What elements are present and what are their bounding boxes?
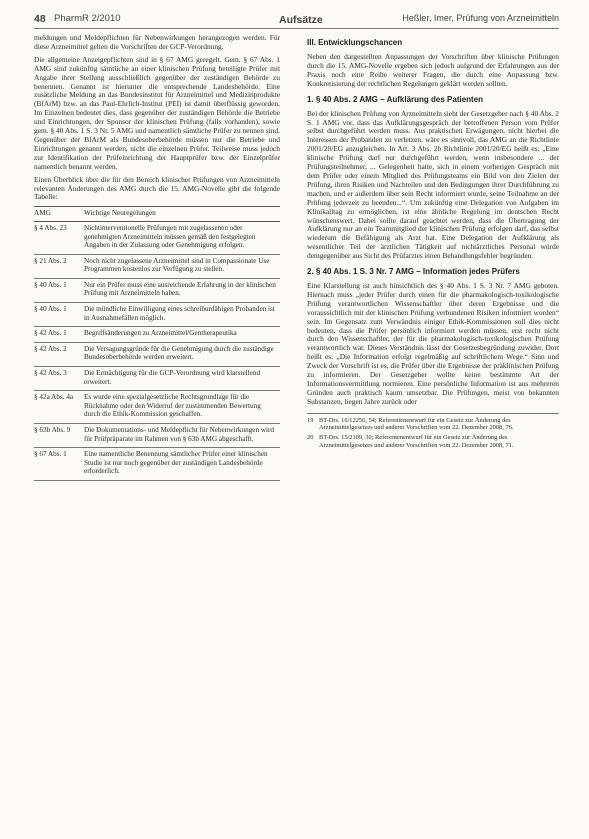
section-heading: 1. § 40 Abs. 2 AMG – Aufklärung des Patienten: [307, 94, 484, 104]
footnote: [307, 417, 559, 432]
table-header-changes: Wichtige Neuregelungen: [84, 207, 280, 222]
table-cell-section: § 40 Abs. 1: [34, 278, 84, 302]
table-row: [34, 221, 280, 254]
table-cell-change: Begriffsänderungen zu Arzneimittel/Gentherapeutika: [84, 327, 280, 343]
footnote: [307, 434, 559, 449]
left-column: [34, 34, 280, 481]
section-title: Aufsätze: [279, 14, 323, 26]
table-cell-section: § 21 Abs. 2: [34, 254, 84, 278]
section-heading: 2. § 40 Abs. 1 S. 3 Nr. 7 AMG – Information jedes Prüfers: [307, 267, 520, 277]
footnote-text: BT-Drs. 16/12256, 54; Referentenentwurf für ein Gesetz zur Änderung des Arzneimittelgesetzes und anderer Vorschriften vom 22. Dezember 2008, 76.: [319, 416, 514, 432]
paragraph: Neben den dargestellten Anpassungen der Vorschriften über klinische Prüfungen durch die 15. AMG-Novelle ergeben sich jedoch aufgrund der Erfahrungen aus der Praxis noch eine Reihe weiterer Fragen, die durch eine Anpassung bzw. Konkretisierung der rechtlichen Regelungen geklärt werden sollten.: [307, 52, 559, 88]
table-cell-change: Eine namentliche Benennung sämtlicher Prüfer einer klinischen Studie ist nur noch gegenüber der zuständigen Landesbehörde erforderlich.: [84, 448, 280, 481]
table-cell-section: § 63b Abs. 9: [34, 424, 84, 448]
footnote-number: 19: [307, 416, 314, 424]
table-cell-section: § 4 Abs. 23: [34, 221, 84, 254]
section-heading: III. Entwicklungschancen: [307, 38, 403, 47]
paragraph: Einen Überblick über die für den Bereich klinischer Prüfungen von Arzneimitteln relevanten Änderungen des AMG durch die 15. AMG-Novelle gibt die folgende Tabelle:: [34, 174, 280, 202]
table-cell-section: § 67 Abs. 1: [34, 448, 84, 481]
table-cell-change: Die mündliche Einwilligung eines schreibunfähigen Probanden ist in Ausnahmefällen möglich.: [84, 303, 280, 327]
table-cell-section: § 42 Abs. 1: [34, 327, 84, 343]
table-cell-change: Die Ermächtigung für die GCP-Verordnung wird klarstellend erweitert.: [84, 367, 280, 391]
running-header: [34, 10, 559, 28]
amg-changes-table: [34, 206, 280, 481]
table-cell-change: Die Dokumentations- und Meldepflicht für Nebenwirkungen wird für Prüfpräparate im Rahmen von § 63b AMG abgeschafft.: [84, 424, 280, 448]
footnote-text: BT-Drs. 15/2109, 30; Referentenentwurf für ein Gesetz zur Änderung des Arzneimittelgesetzes und anderer Vorschriften vom 22. Dezember 2008, 71.: [319, 433, 514, 449]
table-header-amg: AMG: [34, 207, 84, 222]
footnotes: [307, 413, 559, 449]
table-row: [34, 254, 280, 278]
table-row: [34, 303, 280, 327]
table-cell-change: Noch nicht zugelassene Arzneimittel sind in Compassionate Use Programmen kostenlos zur Verfügung zu stellen.: [84, 254, 280, 278]
paragraph: Bei der klinischen Prüfung von Arzneimitteln sieht der Gesetzgeber nach § 40 Abs. 2 S. 1 AMG vor, dass das Aufklärungsgespräch der betroffenen Person vom Prüfer selbst durchgeführt werden muss. Aus praktischen Erwägungen, nicht hierbei die Interessen der Probanden zu verletzen, wäre es sinnvoll, das AMG an die Richtlinie 2001/20/EG anzugleichen. In Art. 3 Abs. 2b Richtlinie 2001/20/EG heißt es: „Eine klinische Prüfung darf nur durchgeführt werden, wenn insbesondere ... der Prüfungsteilnehmer, ... Gelegenheit hatte, sich in einem vorherigen Gespräch mit dem Prüfer oder einem Mitglied des Prüfungsteams ein Bild von den Zielen der Prüfung, ihren Risiken und Nachteilen und den Bedingungen ihrer Durchführung zu machen, und er außerdem über sein Recht informiert wurde, seine Teilnahme an der Prüfung jederzeit zu beenden...“. Um zukünftig eine Delegation von Aufgaben im Klinikalltag zu ermöglichen, ist eine ähnliche Regelung im deutschen Recht wünschenswert. Dabei sollte darauf geachtet werden, dass die Übertragung der Aufklärung nur an ein Teammitglied der klinischen Prüfung erfolgen darf, das selbst wiederum die Befähigung als Arzt hat. Eine Delegation der Aufklärung als wesentlicher Teil der ärztlichen Tätigkeit auf nichtärztliches Personal würde demgegenüber aus Sicht des Prüfarztes einen Behandlungsfehler begründen.: [307, 108, 559, 261]
paragraph: Eine Klarstellung ist auch hinsichtlich des § 40 Abs. 1 S. 3 Nr. 7 AMG geboten. Hiernach muss „jeder Prüfer durch einen für die pharmakologisch-toxikologische Prüfung verantwortlichen Wissenschaftler über deren Ergebnisse und die voraussichtlich mit der klinischen Prüfung verbundenen Risiken informiert worden“ sein. Im Gegensatz zum Verwändnis einiger Ethik-Kommissionen soll dies nicht bedeuten, dass die Prüfer persönlich informiert werden müssen, erst recht nicht durch den Wissenschaftler, der für die pharmakologisch-toxikologischen Prüfung verantwortlich war. Dieses Verständnis lässt der Gesetzesbegründung zuwider. Dort heißt es: „Die Information erfolgt regelmäßig auf schriftlichem Wege.“ Sinn und Zweck der Vorschrift ist es, die Prüfer über die Ergebnisse der präklinischen Prüfung zu informieren. Der Gesetzgeber wollte keine bestimmte Art der Informationsvermittlung normieren. Eine persönliche Information ist aus mehreren Gründen auch praktisch kaum umsetzbar. Die Prüfungen, meist von bekannten Substanzen, liegen Jahre zurück oder: [307, 281, 559, 406]
journal-name: PharmR 2/2010: [54, 13, 121, 24]
table-cell-change: Die Versagungsgründe für die Genehmigung durch die zuständige Bundesoberbehörde werden erweitert.: [84, 342, 280, 366]
table-row: [34, 278, 280, 302]
table-cell-section: § 42 Abs. 3: [34, 367, 84, 391]
table-row: [34, 342, 280, 366]
table-cell-section: § 42a Abs. 4a: [34, 391, 84, 424]
table-cell-section: § 40 Abs. 1: [34, 303, 84, 327]
footnote-number: 20: [307, 433, 314, 441]
table-header-row: [34, 207, 280, 222]
table-row: [34, 367, 280, 391]
right-column: [307, 34, 559, 451]
table-cell-change: Nur ein Prüfer muss eine ausreichende Erfahrung in der klinischen Prüfung mit Arzneimitteln haben.: [84, 278, 280, 302]
table-row: [34, 448, 280, 481]
article-authors: Heßler, Imer, Prüfung von Arzneimitteln: [402, 13, 559, 23]
table-row: [34, 391, 280, 424]
table-cell-change: Es wurde eine spezialgesetzliche Rechtsgrundlage für die Rücknahme oder den Widerruf der zustimmenden Bewertung durch die Ethik-Kommission geschaffen.: [84, 391, 280, 424]
table-row: [34, 424, 280, 448]
table-row: [34, 327, 280, 343]
header-rule: [34, 28, 559, 29]
paragraph: Die allgemeine Anzeigepflichten sind in § 67 AMG geregelt. Gem. § 67 Abs. 1 AMG sind zukünftig sämtliche an einer klinischen Prüfung beteiligte Prüfer mit Angabe ihrer Stellung ausschließlich gegenüber der zuständigen Behörde zu benennen. Genannt ist hierunter die entsprechende Landesbehörde. Eine zusätzliche Meldung an das Bundesinstitut für Arzneimittel und Medizinprodukte (BfArM) bzw. an das Paul-Ehrlich-Institut (PEI) ist damit überflüssig geworden. Im Einzelnen bedeutet dies, dass gegenüber der zuständigen Behörde die Betriebe und Einrichtungen, der Sponsor der klinischen Prüfung (falls vorhanden), sowie gem. § 40 Abs. 1 S. 3 Nr. 5 AMG und namentlich sämtliche Prüfer zu nennen sind. Gegenüber der BfArM als Bundesoberbehörde müssen nur die Betriebe und Einrichtungen genannt werden, nicht die einzelnen Prüfer. Teilweise muss jedoch zur Identifikation der Prüfeinrichtung der Hauptprüfer bzw. der Einzelprüfer namentlich benannt werden.: [34, 54, 280, 171]
table-cell-section: § 42 Abs. 2: [34, 342, 84, 366]
paragraph: meldungen und Meldepflichten für Nebenwirkungen herangezogen werden. Für diese Arzneimittel gelten die Vorschriften der GCP-Verordnung.: [34, 33, 280, 51]
table-cell-change: Nichtinterventionelle Prüfungen mit zugelassenen oder genehmigten Arzneimitteln müssen gemäß den festgelegten Angaben in der Zulassung oder Genehmigung erfolgen.: [84, 221, 280, 254]
page-number: 48: [34, 13, 46, 25]
